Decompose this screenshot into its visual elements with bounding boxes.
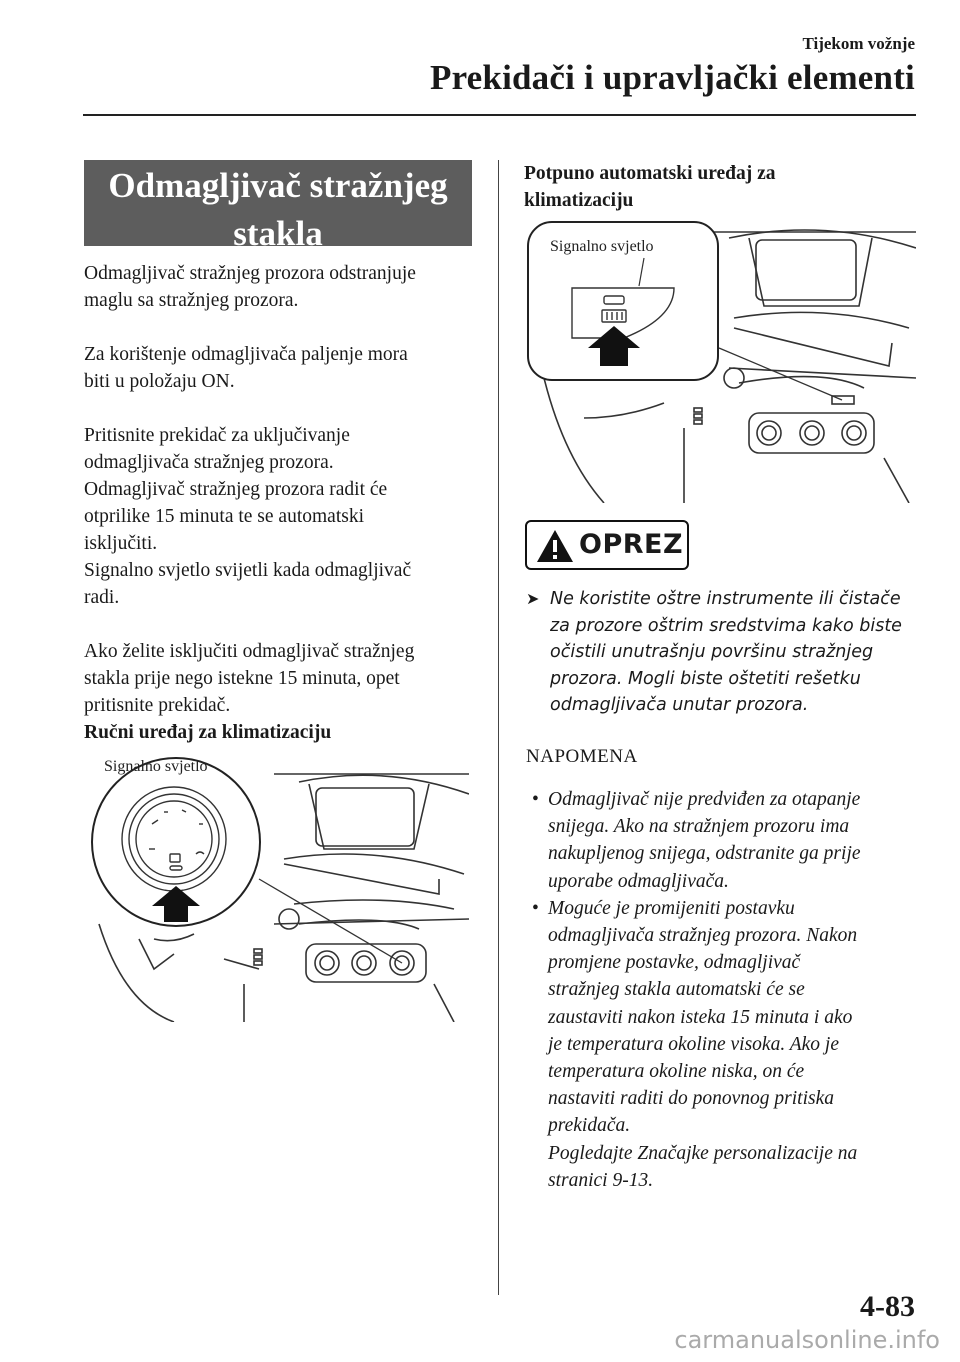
text-line: odmagljivača stražnjeg prozora. — [84, 452, 334, 473]
text-line: uporabe odmagljivača. — [548, 870, 729, 892]
notes-list — [530, 786, 916, 1194]
auto-ac-figure — [524, 218, 916, 503]
manual-ac-heading: Ručni uređaj za klimatizaciju — [84, 722, 332, 743]
text-line: Ako želite isključiti odmagljivač stražnjeg — [84, 641, 415, 662]
section-title — [84, 160, 472, 253]
heading-line: Potpuno automatski uređaj za — [524, 163, 776, 184]
text-line: maglu sa stražnjeg prozora. — [84, 290, 299, 311]
note-item — [530, 786, 916, 895]
bullet-dot-icon: • — [532, 789, 539, 810]
note-item — [530, 895, 916, 1194]
section-title-line: Odmagljivač stražnjeg — [108, 166, 448, 205]
text-line: zaustaviti nakon isteka 15 minuta i ako — [548, 1006, 853, 1028]
text-line: nakupljenog snijega, odstranite ga prije — [548, 843, 861, 865]
text-line: prekidača. — [548, 1115, 631, 1137]
signal-light-label: Signalno svjetlo — [550, 238, 654, 255]
note-title: NAPOMENA — [526, 746, 638, 767]
watermark: carmanualsonline.info — [674, 1326, 940, 1354]
dashboard-illustration — [524, 218, 916, 503]
caution-item — [526, 586, 916, 719]
paragraph — [84, 422, 472, 611]
arrow-bullet-icon: ➤ — [526, 589, 540, 608]
page-number: 4-83 — [860, 1290, 915, 1323]
text-line: otprilike 15 minuta te se automatski — [84, 506, 364, 527]
text-line: promjene postavke, odmagljivač — [548, 952, 801, 974]
text-line: prozora. Mogli biste oštetiti rešetku — [550, 668, 861, 689]
dashboard-illustration — [84, 754, 469, 1022]
text-line: Signalno svjetlo svijetli kada odmagljivač — [84, 560, 412, 581]
page-title: Prekidači i upravljački elementi — [429, 58, 915, 97]
paragraph — [84, 341, 472, 395]
right-column — [524, 160, 916, 503]
text-line: stranici 9-13. — [548, 1169, 654, 1191]
text-line: Odmagljivač stražnjeg prozora radit će — [84, 479, 388, 500]
text-line: odmagljivača stražnjeg prozora. Nakon — [548, 925, 858, 947]
text-line: Pritisnite prekidač za uključivanje — [84, 425, 350, 446]
text-line: odmagljivača unutar prozora. — [550, 695, 809, 715]
header-rule — [83, 114, 916, 116]
heading-line: klimatizaciju — [524, 190, 634, 211]
caution-title: OPREZ — [579, 529, 684, 560]
text-line: očistili unutrašnju površinu stražnjeg — [550, 642, 874, 662]
paragraph — [84, 638, 472, 719]
signal-light-label: Signalno svjetlo — [104, 758, 208, 775]
text-line: Ne koristite oštre instrumente ili čistače — [550, 589, 901, 609]
text-line: pritisnite prekidač. — [84, 695, 231, 716]
bullet-dot-icon: • — [532, 897, 539, 919]
warning-triangle-icon — [535, 528, 575, 564]
text-line: radi. — [84, 587, 120, 608]
chapter-label: Tijekom vožnje — [802, 34, 915, 53]
left-column — [84, 160, 472, 1022]
caution-badge — [525, 520, 689, 570]
text-line: stražnjeg stakla automatski će se — [548, 979, 805, 1001]
section-title-line: stakla — [233, 214, 323, 253]
text-line: Za korištenje odmagljivača paljenje mora — [84, 344, 408, 365]
text-line: biti u položaju ON. — [84, 371, 235, 392]
text-line: Odmagljivač stražnjeg prozora odstranjuje — [84, 263, 416, 284]
text-line: Moguće je promijeniti postavku — [548, 897, 795, 919]
column-divider — [498, 160, 499, 1295]
text-line: Odmagljivač nije predviđen za otapanje — [548, 789, 861, 810]
text-line: isključiti. — [84, 533, 158, 554]
text-line: stakla prije nego istekne 15 minuta, opet — [84, 668, 400, 689]
auto-ac-heading — [524, 160, 916, 214]
text-line: Pogledajte Značajke personalizacije na — [548, 1142, 858, 1164]
manual-ac-figure — [84, 754, 469, 1022]
text-line: je temperatura okoline visoka. Ako je — [548, 1033, 839, 1055]
text-line: za prozore oštrim sredstvima kako biste — [550, 615, 902, 636]
text-line: temperatura okoline niska, on će — [548, 1061, 805, 1083]
text-line: snijega. Ako na stražnjem prozoru ima — [548, 816, 850, 838]
paragraph — [84, 260, 472, 314]
text-line: nastaviti raditi do ponovnog pritiska — [548, 1088, 834, 1110]
